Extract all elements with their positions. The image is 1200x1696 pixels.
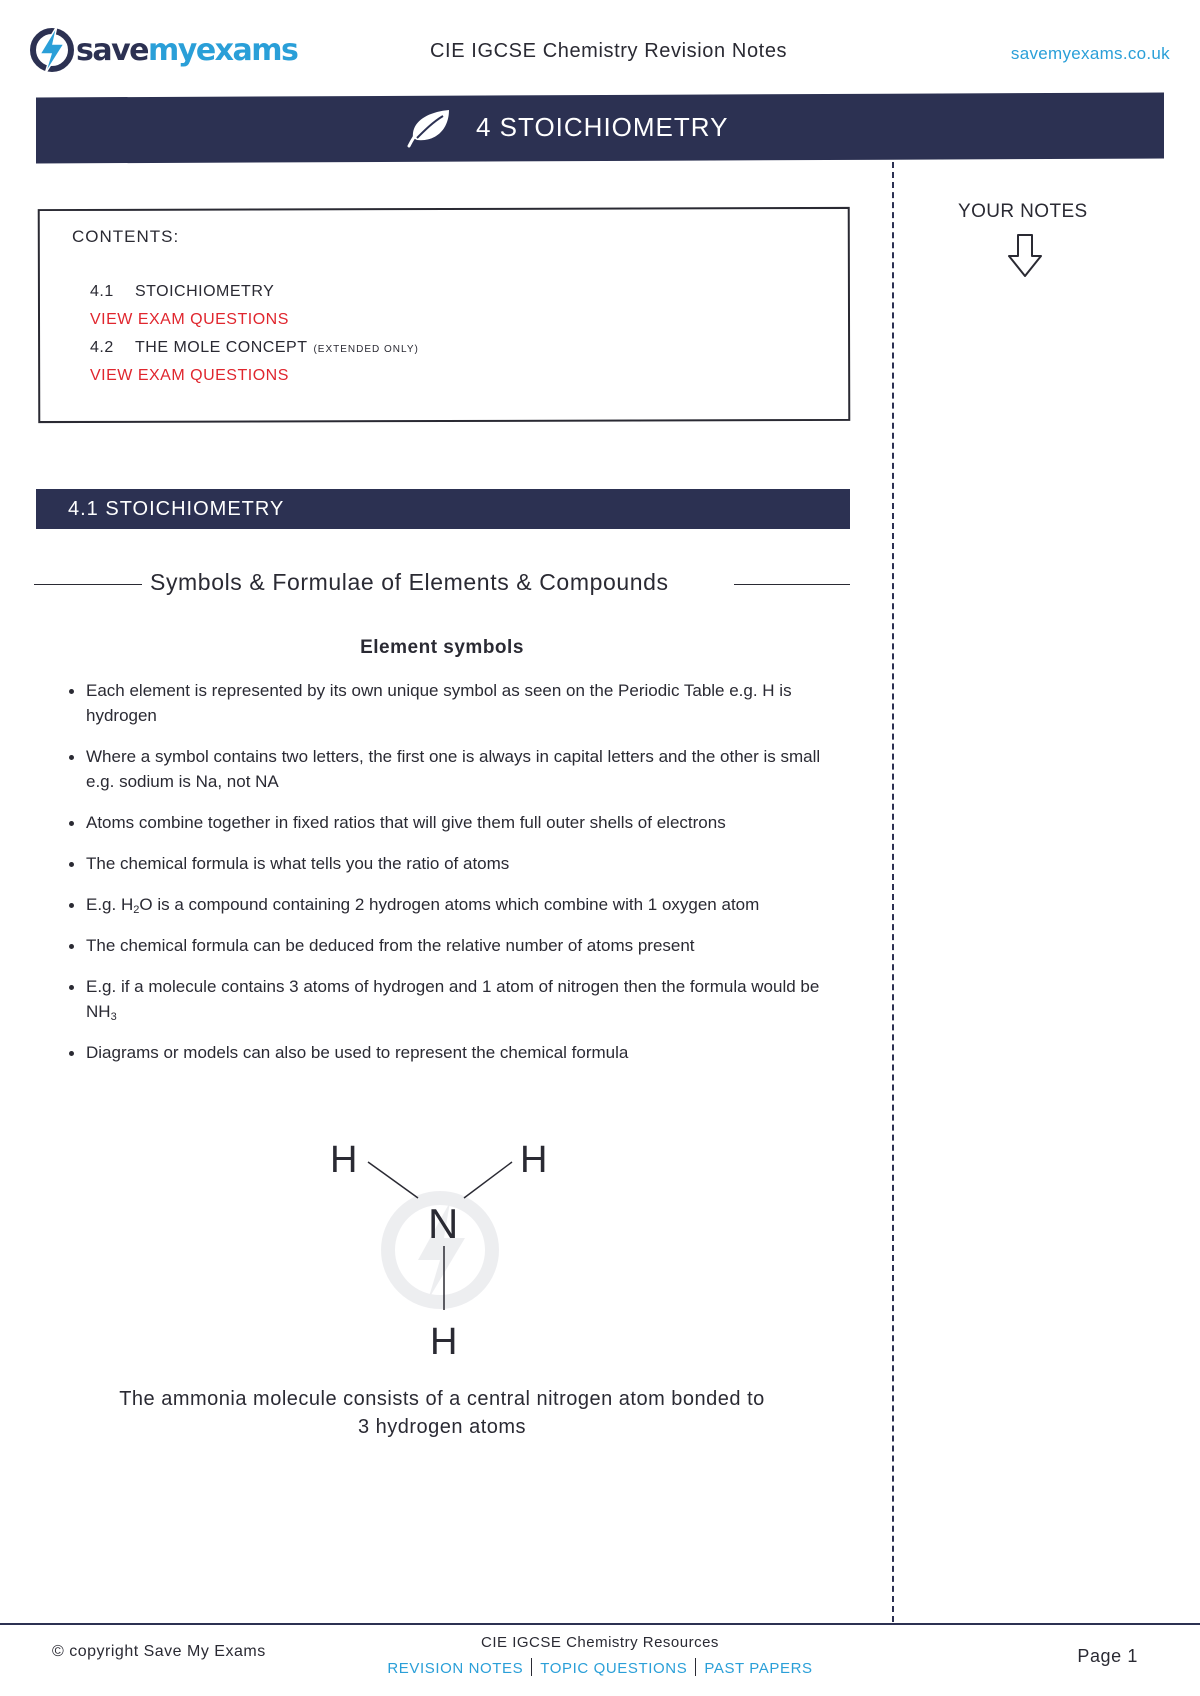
- bullet-item: E.g. if a molecule contains 3 atoms of hydrogen and 1 atom of nitrogen then the formula would be $NH_3$: [62, 974, 842, 1024]
- leaf-icon: [405, 108, 453, 148]
- diagram-caption: 3 hydrogen atoms: [357, 1416, 527, 1438]
- toc-title: STOICHIOMETRY: [135, 283, 275, 300]
- bullet-item: E.g. $H_2O$ is a compound containing 2 hydrogen atoms which combine with 1 oxygen atom: [62, 892, 842, 917]
- revision-notes-link[interactable]: REVISION NOTES: [387, 1660, 524, 1677]
- toc-note: (EXTENDED ONLY): [313, 344, 419, 355]
- your-notes-label: YOUR NOTES: [958, 201, 1088, 222]
- contents-heading: CONTENTS:: [72, 227, 180, 246]
- footer-title: CIE IGCSE Chemistry Resources: [481, 1634, 719, 1651]
- view-exam-questions-link[interactable]: VIEW EXAM QUESTIONS: [90, 367, 289, 384]
- toc-title: THE MOLE CONCEPT: [135, 339, 308, 356]
- footer-rule: [0, 1623, 1200, 1625]
- bullet-list: [62, 678, 842, 1081]
- heading-rule: [734, 584, 850, 585]
- notes-divider: [892, 162, 894, 1622]
- topic-heading: Element symbols: [360, 637, 524, 658]
- copyright-notice: © copyright Save My Exams: [52, 1643, 266, 1660]
- bond-line: [464, 1162, 512, 1198]
- view-exam-questions-link[interactable]: VIEW EXAM QUESTIONS: [90, 311, 289, 328]
- header-title: CIE IGCSE Chemistry Revision Notes: [430, 40, 788, 62]
- chapter-title: 4 STOICHIOMETRY: [476, 112, 729, 142]
- section-title: 4.1 STOICHIOMETRY: [68, 498, 285, 520]
- toc-number: 4.2: [90, 339, 114, 356]
- toc-item: [90, 283, 274, 301]
- save-my-exams-logo[interactable]: [30, 22, 330, 78]
- bullet-item: The chemical formula is what tells you the ratio of atoms: [62, 851, 842, 876]
- bullet-item: Where a symbol contains two letters, the first one is always in capital letters and the other is small e.g. sodium is Na, not NA: [62, 744, 842, 794]
- footer-links: [0, 1658, 1200, 1677]
- ammonia-molecule-diagram: [300, 1110, 580, 1370]
- heading-rule: [34, 584, 142, 585]
- topic-questions-link[interactable]: TOPIC QUESTIONS: [540, 1660, 688, 1677]
- hydrogen-atom-label: H: [330, 1139, 358, 1181]
- subsection-heading: Symbols & Formulae of Elements & Compounds: [150, 569, 669, 595]
- bond-line: [368, 1162, 418, 1198]
- toc-number: 4.1: [90, 283, 114, 300]
- arrow-down-icon: [1005, 232, 1045, 280]
- bullet-item: Each element is represented by its own unique symbol as seen on the Periodic Table e.g. H is hydrogen: [62, 678, 842, 728]
- hydrogen-atom-label: H: [520, 1139, 548, 1181]
- nitrogen-atom-label: N: [428, 1200, 459, 1247]
- bullet-item: Atoms combine together in fixed ratios that will give them full outer shells of electrons: [62, 810, 842, 835]
- bullet-item: Diagrams or models can also be used to represent the chemical formula: [62, 1040, 842, 1065]
- past-papers-link[interactable]: PAST PAPERS: [704, 1660, 813, 1677]
- page-number: Page 1: [1077, 1646, 1138, 1666]
- diagram-caption: The ammonia molecule consists of a central nitrogen atom bonded to: [119, 1388, 765, 1410]
- svg-text:savemyexams: savemyexams: [76, 33, 298, 68]
- hydrogen-atom-label: H: [430, 1321, 458, 1363]
- bullet-item: The chemical formula can be deduced from the relative number of atoms present: [62, 933, 842, 958]
- toc-item: [90, 339, 419, 357]
- website-link[interactable]: savemyexams.co.uk: [1010, 44, 1170, 63]
